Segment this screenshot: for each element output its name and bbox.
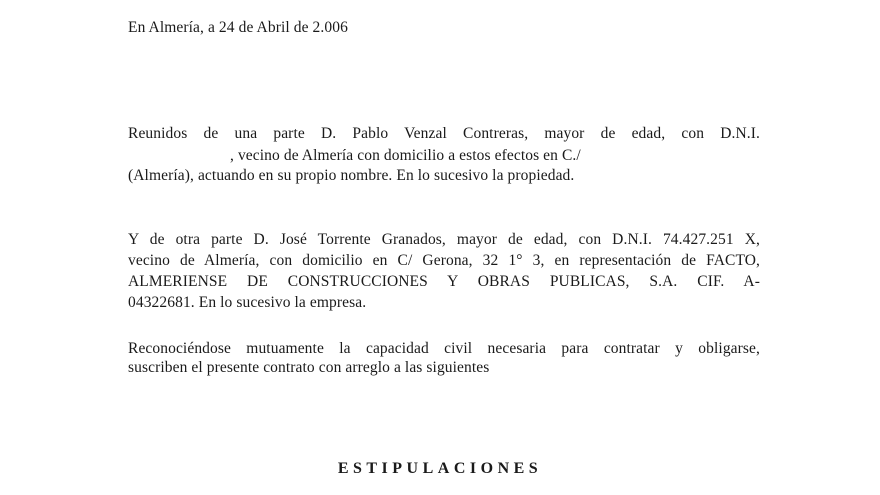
recognition-line2: suscriben el presente contrato con arreglo a las siguientes: [128, 359, 490, 376]
party1-line3: (Almería), actuando en su propio nombre. En lo sucesivo la propiedad.: [128, 167, 575, 184]
party2-line4: 04322681. En lo sucesivo la empresa.: [128, 294, 367, 311]
recognition-line1: Reconociéndose mutuamente la capacidad civil necesaria para contratar y obligarse,: [128, 340, 760, 357]
party1-line2: , vecino de Almería con domicilio a estos efectos en C./: [230, 147, 581, 164]
party2-line3: ALMERIENSE DE CONSTRUCCIONES Y OBRAS PUBLICAS, S.A. CIF. A-: [128, 273, 760, 290]
party1-line1: Reunidos de una parte D. Pablo Venzal Contreras, mayor de edad, con D.N.I.: [128, 125, 760, 142]
party2-line1: Y de otra parte D. José Torrente Granados, mayor de edad, con D.N.I. 74.427.251 X,: [128, 231, 760, 248]
date-line: En Almería, a 24 de Abril de 2.006: [128, 19, 348, 36]
stipulations-heading: ESTIPULACIONES: [337, 460, 543, 477]
party2-line2: vecino de Almería, con domicilio en C/ Gerona, 32 1° 3, en representación de FACTO,: [128, 252, 760, 269]
